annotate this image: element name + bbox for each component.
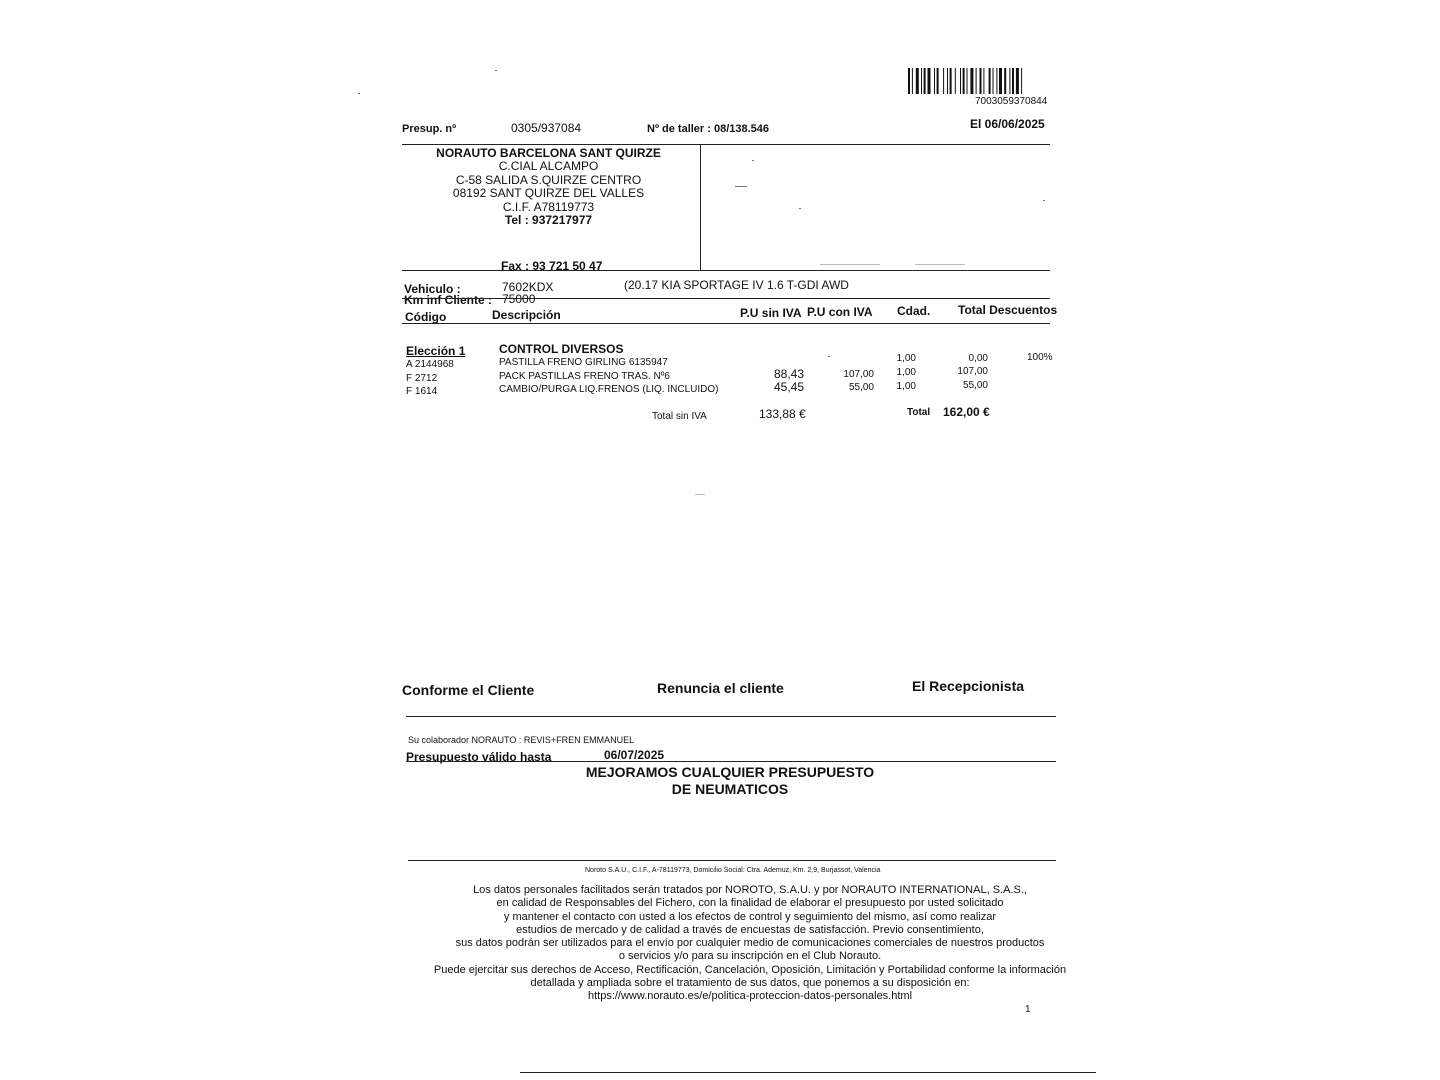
vehicle-separator [402,298,1050,299]
row-3-pu-con: 55,00 [848,382,874,393]
legal-line-6: o servicios y/o para su inscripción en el Club Norauto. [618,950,882,963]
shop-address-3: 08192 SANT QUIRZE DEL VALLES [452,186,645,201]
total-sin-iva-label: Total sin IVA [652,411,707,422]
header-pu-con-iva: P.U con IVA [807,305,873,319]
km-label: Km inf Cliente : [404,293,493,307]
header-pu-sin-iva: P.U sin IVA [740,306,802,320]
presup-value: 0305/937084 [511,121,582,135]
row-1-discount: 100% [1027,352,1053,363]
row-3-total: 55,00 [962,380,988,391]
row-1-total: 0,00 [968,353,988,364]
legal-line-5: sus datos podrán ser utilizados para el envío por cualquier medio de comunicaciones comerciales de nuestros productos [455,937,1045,950]
km-value: 75000 [502,292,536,306]
company-info: Noroto S.A.U., C.I.F., A-78119773, Domicilio Social: Ctra. Ademuz, Km. 2,9, Burjassot, Valencia [585,867,881,874]
legal-line-8: detallada y ampliada sobre el tratamiento de sus datos, que ponemos a su disposición en: [530,977,970,990]
row-2-pu-con: 107,00 [843,369,874,380]
header-cdad: Cdad. [897,304,931,318]
legal-line-7: Puede ejercitar sus derechos de Acceso, Rectificación, Cancelación, Oposición, Limitación y Portabilidad conforme la información [433,963,1067,976]
address-box-divider [700,144,701,270]
barcode-number: 7003059370844 [975,96,1048,107]
row-2-desc: PACK PASTILLAS FRENO TRAS. Nº6 [499,371,670,382]
shop-fax: Fax : 93 721 50 47 [501,259,603,273]
row-2-total: 107,00 [957,366,988,377]
row-2-pu-sin: 88,43 [773,367,804,381]
legal-url: https://www.norauto.es/e/politica-proteccion-datos-personales.html [587,990,913,1003]
company-line-rule [408,860,1056,861]
legal-line-3: y mantener el contacto con usted a los efectos de control y seguimiento del mismo, así como realizar [503,910,997,923]
shop-block [402,147,695,227]
vehicle-model: (20.17 KIA SPORTAGE IV 1.6 T-GDI AWD [624,278,849,292]
presup-label: Presup. nº [402,123,457,135]
address-box-top-line [402,144,1050,145]
header-total-descuentos: Total Descuentos [958,303,1058,317]
shop-address-2: C-58 SALIDA S.QUIRZE CENTRO [455,172,642,187]
row-2-code: F 2712 [406,373,438,384]
legal-line-1: Los datos personales facilitados serán tratados por NOROTO, S.A.U. y por NORAUTO INTERNATIONAL, S.A.S., [473,884,1027,896]
valido-label: Presupuesto válido hasta [406,750,552,764]
valido-line [406,761,1056,762]
row-3-qty: 1,00 [896,381,916,392]
section-label: Elección 1 [406,344,466,358]
shop-name: NORAUTO BARCELONA SANT QUIRZE [436,146,661,160]
row-3-pu-sin: 45,45 [773,380,804,394]
shop-tel: Tel : 937217977 [504,213,593,228]
document-date: El 06/06/2025 [970,117,1045,131]
barcode [908,68,1049,94]
slogan [560,764,900,798]
row-1-code: A 2144968 [406,359,454,370]
header-descripcion: Descripción [492,308,561,322]
row-1-qty: 1,00 [896,353,916,364]
section-title: CONTROL DIVERSOS [499,342,624,356]
vehicle-plate: 7602KDX [502,280,554,294]
legal-line-4: estudios de mercado y de calidad a través de encuestas de satisfacción. Previo consentimiento, [516,923,984,936]
address-box-bottom-line [402,270,1050,271]
total-sin-iva-value: 133,88 € [759,407,806,421]
shop-address-1: C.CIAL ALCAMPO [498,159,599,174]
page-number: 1 [1025,1004,1031,1015]
table-header-line [402,323,1050,324]
total-label: Total [907,407,931,418]
bottom-rule [520,1072,1096,1073]
row-2-qty: 1,00 [896,367,916,378]
slogan-line-1: MEJORAMOS CUALQUIER PRESUPUESTO [585,764,875,780]
legal-line-2: en calidad de Responsables del Fichero, con la finalidad de elaborar el presupuesto por usted solicitado [496,897,1004,910]
row-1-desc: PASTILLA FRENO GIRLING 6135947 [499,357,668,368]
legal-notice [400,884,1100,1004]
signature-recepcionista: El Recepcionista [912,678,1025,694]
row-3-desc: CAMBIO/PURGA LIQ.FRENOS (LIQ. INCLUIDO) [499,384,719,395]
signature-cliente: Conforme el Cliente [402,682,535,698]
row-3-code: F 1614 [406,386,438,397]
signature-line [406,716,1056,717]
shop-cif: C.I.F. A78119773 [502,199,595,214]
taller-number: Nº de taller : 08/138.546 [647,123,770,135]
colaborador: Su colaborador NORAUTO : REVIS+FREN EMMANUEL [408,735,635,745]
signature-renuncia: Renuncia el cliente [657,680,784,696]
vehicle-label: Vehiculo : [404,282,461,296]
header-codigo: Código [405,310,447,324]
total-value: 162,00 € [943,405,990,419]
valido-value: 06/07/2025 [604,748,665,762]
slogan-line-2: DE NEUMATICOS [671,781,789,797]
